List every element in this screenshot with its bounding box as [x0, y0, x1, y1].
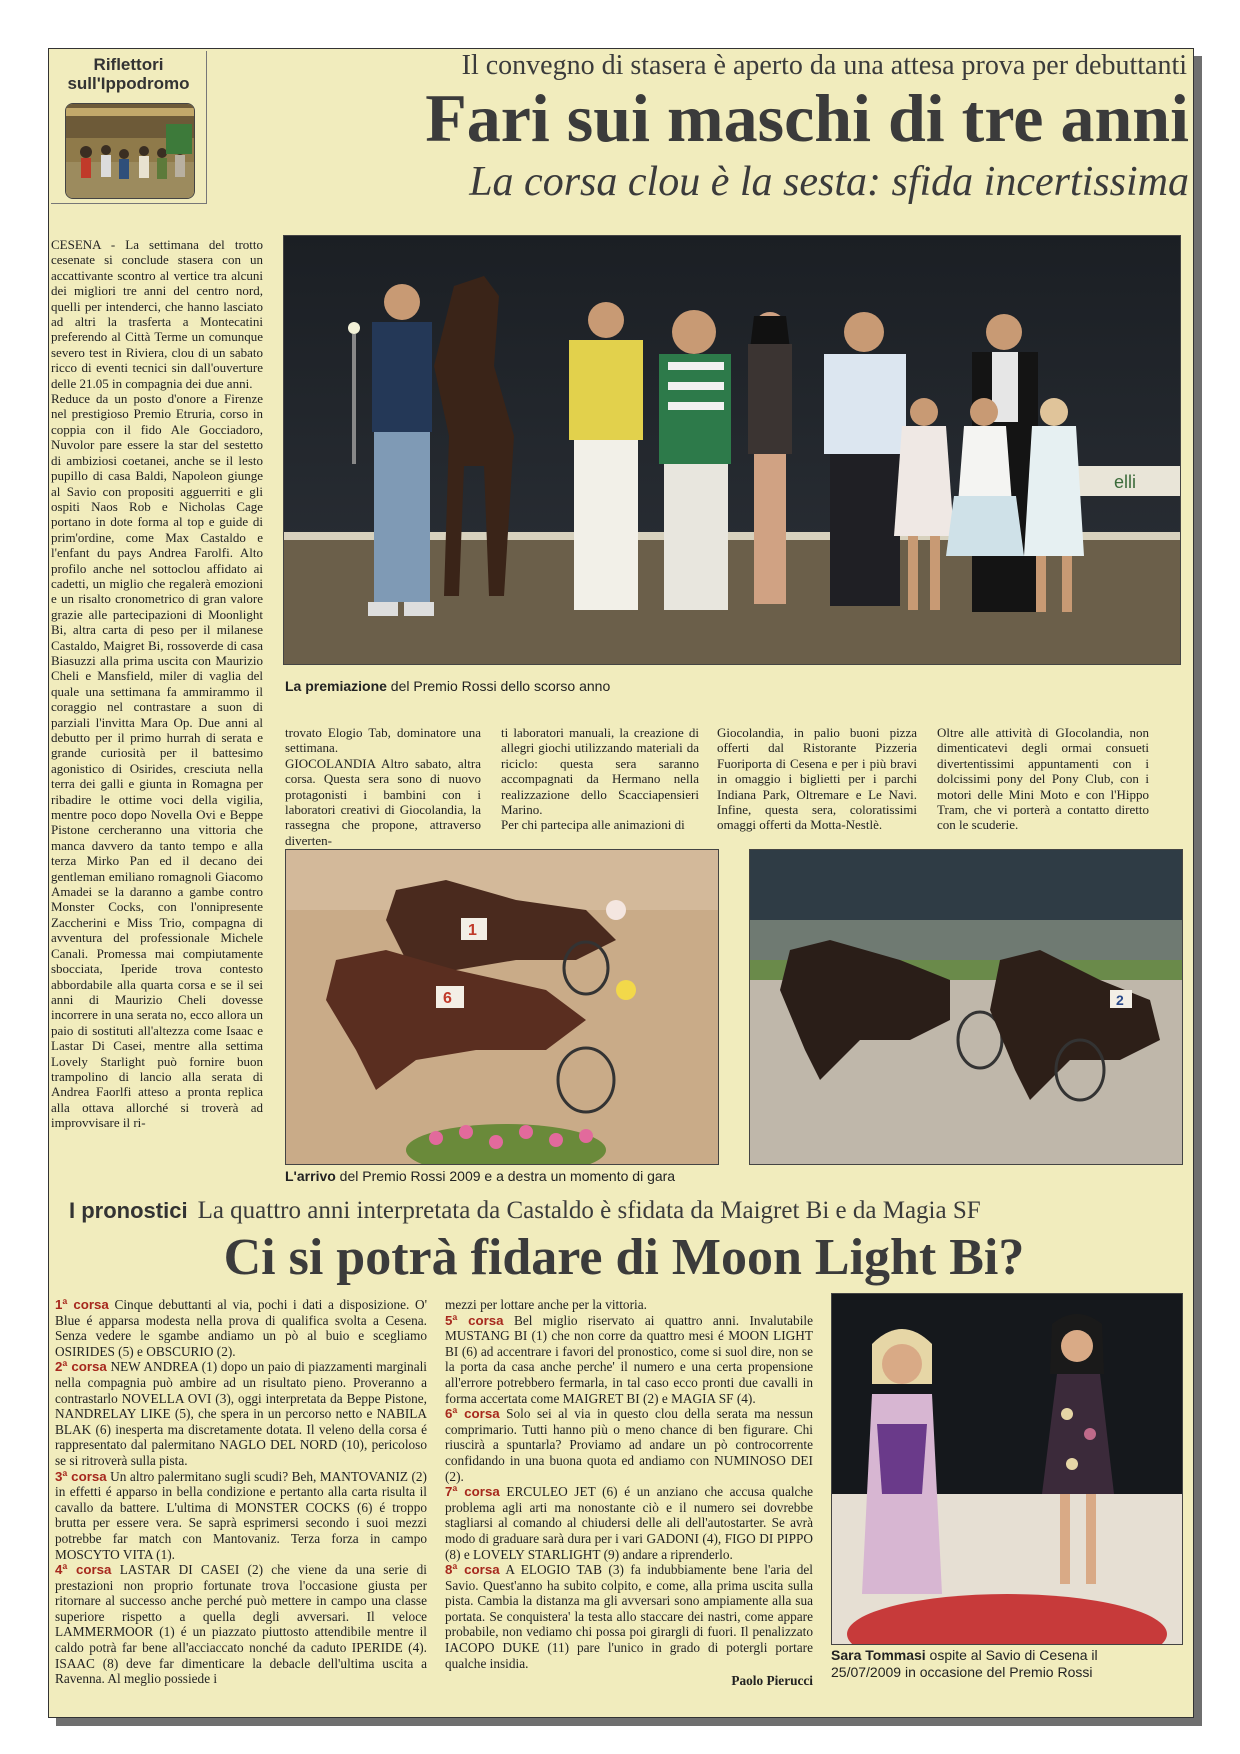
- newspaper-page: [48, 48, 1194, 1718]
- article-column-3: ti laboratori manuali, la creazione di allegri giochi utilizzando materiali da riciclo: questa sera saranno accompagnati da Hermano nella realizzazione dello Scacciapensieri Marino. Per chi partecipa alle animazioni di: [501, 725, 699, 833]
- caption-sara-line1: ospite al Savio di Cesena il: [925, 1647, 1098, 1663]
- rubric-line2: sull'Ippodromo: [67, 74, 190, 93]
- race-2-text: NEW ANDREA (1) dopo un paio di piazzamenti marginali nella compagnia può ambire ad un risultato pieno. Proveranno a contrastarlo NOVELLA OVI (3), oggi interpretata da Beppe Pistone, NANDRELAY LIKE (5), che spera in un percorso netto e NABILA BLAK (6) inesperta ma discretamente dotata. Il veleno della corsa é rappresentato dal palermitano NAGLO DEL NORD (10), pericoloso se si ritroverà sulla pista.: [55, 1359, 428, 1468]
- race-6-text: Solo sei al via in questo clou della serata ma nessun comprimario. Tutti hanno più o meno chance di ben figurare. Chi riuscirà a spuntarla? Proviamo ad andare un pò controcorrente confidando in una buona quota ed andiamo con NUMINOSO DEI (2).: [445, 1406, 813, 1484]
- saddle-cloth-2: 2: [1116, 992, 1124, 1008]
- article-left-column: [51, 237, 263, 1205]
- article-column-5: Oltre alle attività di GIocolandia, non dimenticatevi degli ormai consueti divertentissimi appuntamenti con i dolcissimi pony del Pony Club, con i motori delle Mini Moto e con l'Hippo Tram, che vi porterà a contatto diretto con le scuderie.: [937, 725, 1149, 833]
- race-7: [445, 1484, 813, 1562]
- races-left-column: [55, 1297, 427, 1687]
- arrivo-image: [286, 850, 718, 1164]
- pronostici-kicker: La quattro anni interpretata da Castaldo è sfidata da Maigret Bi e da Magia SF: [197, 1197, 981, 1224]
- caption-sara-tommasi: [831, 1647, 1098, 1681]
- singer-left: [862, 1329, 942, 1594]
- race-4-text: LASTAR DI CASEI (2) che viene da una serie di prestazioni non proprio fortunate trova l'occasione giusta per ritornare al successo anche perché può mettere in campo una classe superiore rispetto a quella degli avversari. Il veloce LAMMERMOOR (1) é un piazzato piuttosto attendibile mentre il caldo potrà far bene all'acciaccato nonché da caduto IPERIDE (4). ISAAC (8) deve far dimenticare la debacle dell'ultima uscita a Ravenna. Al meglio possiede i: [55, 1562, 427, 1687]
- saddle-cloth-6: 6: [443, 990, 452, 1007]
- race-6-label: 6ª corsa: [445, 1406, 500, 1422]
- rubric-photo: [65, 103, 195, 199]
- race-5: [445, 1313, 813, 1407]
- banner-text: elli: [1114, 472, 1137, 492]
- race-5-text: Bel miglio riservato ai quattro anni. Invalutabile MUSTANG BI (1) che non corre da quattro mesi é MOON LIGHT BI (6) ad accentrare i favori del pronostico, come si suol dire, non se la porta da casa anche perche' il numero e una certa propensione all'errore potrebbero fermarla, in tal caso ecco pronti due cavalli in forma accertata come MAIGRET BI (2) e MAGIA SF (4).: [445, 1312, 813, 1406]
- photo-sara-tommasi: [831, 1293, 1183, 1645]
- subhead: La corsa clou è la sesta: sfida incertissima: [469, 159, 1189, 205]
- race-1-label: 1ª corsa: [55, 1297, 109, 1312]
- rubric-box: [51, 51, 207, 204]
- rubric-title: [51, 55, 206, 93]
- pronostici-label: I pronostici: [69, 1198, 188, 1223]
- photo-gara: [749, 849, 1183, 1165]
- article-column-2: trovato Elogio Tab, dominatore una settimana. GIOCOLANDIA Altro sabato, altra corsa. Questa sera sono di nuovo protagonisti i bambini con i laboratori creativi di Giocolandia, la rassegna che propone, attraverso diverten-: [285, 725, 481, 848]
- gara-image: [750, 850, 1182, 1164]
- article-column-4: Giocolandia, in palio buoni pizza offerti dal Ristorante Pizzeria Fuoriporta di Cesena e per i più bravi in omaggio i biglietti per i parchi Indiana Park, Oltremare e Le Navi. Infine, questa sera, coloratissimi omaggi offerti da Motta-Nestlè.: [717, 725, 917, 833]
- kicker: Il convegno di stasera è aperto da una attesa prova per debuttanti: [461, 50, 1187, 81]
- race-7-label: 7ª corsa: [445, 1484, 500, 1500]
- race-4: [55, 1562, 427, 1687]
- article-paragraph-2: Reduce da un posto d'onore a Firenze nel prestigioso Premio Etruria, corso in coppia con il fido Ale Gocciadoro, Nuvolor pare essere la star del sestetto di ambiziosi coetanei, anche se il lesto pupillo di casa Baldi, Napoleon giunge al Savio con propositi agguerriti e gli ospiti Naos Rob e Nicholas Cage portano in dote forma al top e guide di prim'ordine, come Max Castaldo e l'enfant du pays Andrea Farolfi. Alto profilo anche nel sottoclou affidato ai cadetti, un miglio che regalerà emozioni e un risalto cronometrico di gran valore grazie alle partecipazioni di Moonlight Bi, altra carta di peso per il milanese Castaldo, Maigret Bi, rossoverde di casa Biasuzzi alla prima uscita con Maurizio Cheli e Mansfield, miler di vaglia del quale una settimana fa ammirammo il coraggio nel contrastare a suon di parziali l'invitta Mara Op. Due anni al debutto per il primo hurrah di serata e grande curiosità per il battesimo agonistico di Osirides, cresciuta nella terra dei galli e giunta in Romagna per ribadire le ottime voci della vigilia, mentre poco dopo Novella Ovi e Beppe Pistone cercheranno una vittoria che manca davvero da tanto tempo e alla terza Mirko Pan ed il decano dei gentleman emiliano romagnoli Giacomo Amadei se la daranno a gambe contro Monster Cocks, con l'onnipresente Zaccherini e Miss Trio, compagna di avventura del professionale Michele Canali. Promessa mai compiutamente sbocciata, Iperide trova contesto abbordabile alla quarta corsa e se il sei anni di Maurizio Cheli dovesse incorrere in una serata no, ecco allora un paio di sostituti all'altezza come Isaac e Lastar Di Casei, mentre alla settima Lovely Starlight può fornire buon trampolino di lancio alla serata di Andrea Faorlfi atteso a pronta replica alla ottava allorché si troverà ad improvvisare il ri-: [51, 391, 263, 1131]
- byline: Paolo Pierucci: [731, 1673, 813, 1689]
- race-8: [445, 1562, 813, 1671]
- race-1: [55, 1297, 427, 1359]
- race-3-text: Un altro palermitano sugli scudi? Beh, MANTOVANIZ (2) in effetti é apparso in bella condizione e pertanto alla carta risulta il cavallo da battere. L'ultima di MONSTER COCKS (6) é troppo brutta per essere vera. Se saprà esprimersi secondo i suoi mezzi potrebbe far match con Mantovaniz. Terza forza in campo MOSCYTO VITA (1).: [55, 1468, 427, 1562]
- race-5-label: 5ª corsa: [445, 1312, 504, 1328]
- caption-premiazione-text: del Premio Rossi dello scorso anno: [386, 678, 611, 694]
- caption-sara-bold: Sara Tommasi: [831, 1647, 926, 1663]
- article-paragraph-1: CESENA - La settimana del trotto cesenate si conclude stasera con un accattivante scontro al vertice tra alcuni dei migliori tre anni del centro nord, quelli per intenderci, che hanno lasciato ad altri la trasferta a Montecatini preferendo al Città Terme un comunque severo test in Riviera, clou di un sabato ricco di eventi tecnici sin dall'ouverture delle 21.05 in compagnia dei due anni.: [51, 237, 263, 391]
- photo-arrivo: [285, 849, 719, 1165]
- premiazione-image: [284, 236, 1180, 664]
- race-6: [445, 1406, 813, 1484]
- race-2-label: 2ª corsa: [55, 1359, 107, 1375]
- caption-arrivo-text: del Premio Rossi 2009 e a destra un momento di gara: [335, 1168, 676, 1184]
- pronostici-headline: Ci si potrà fidare di Moon Light Bi?: [223, 1229, 1025, 1286]
- caption-arrivo-bold: L'arrivo: [285, 1168, 336, 1184]
- race-1-text: Cinque debuttanti al via, pochi i dati a disposizione. O' Blue é apparsa modesta nella prova di qualifica svolta a Cesena. Senza vedere le sgambe andiamo un pò al buio e scegliamo OSIRIDES (5) e OBSCURIO (2).: [55, 1297, 427, 1359]
- saddle-cloth-1: 1: [468, 922, 477, 939]
- race-3: [55, 1469, 427, 1563]
- race-3-label: 3ª corsa: [55, 1468, 107, 1484]
- caption-premiazione: [285, 678, 610, 694]
- race-4-label: 4ª corsa: [55, 1562, 112, 1578]
- race-4-continued: mezzi per lottare anche per la vittoria.: [445, 1297, 647, 1312]
- pronostici-kicker-line: [69, 1197, 1179, 1225]
- race-7-text: ERCULEO JET (6) é un anziano che accusa qualche problema agli arti ma nonostante ciò e il numero sei dovrebbe stagliarsi al comando al chiudersi delle ali dell'autostarter. Se avrà modo di graduare sarà dura per i vari GADONI (4), FIGO DI PIPPO (8) e LOVELY STARLIGHT (9) andare a riprenderlo.: [445, 1484, 813, 1562]
- rubric-crowd-image: [66, 104, 194, 198]
- races-right-column: [445, 1297, 813, 1689]
- caption-premiazione-bold: La premiazione: [285, 678, 387, 694]
- caption-sara-line2: 25/07/2009 in occasione del Premio Rossi: [831, 1664, 1093, 1680]
- caption-arrivo: [285, 1168, 675, 1184]
- photo-premiazione: [283, 235, 1181, 665]
- headline: Fari sui maschi di tre anni: [425, 80, 1189, 156]
- race-2: [55, 1359, 427, 1468]
- sara-tommasi-image: [832, 1294, 1182, 1644]
- race-8-label: 8ª corsa: [445, 1562, 500, 1578]
- race-8-text: A ELOGIO TAB (3) fa indubbiamente bene l'aria del Savio. Quest'anno ha subito colpito, e come, alla prima uscita sulla pista. Cambia la distanza ma gli avversari sono ampiamente alla sua portata. Se conquistera' la testa allo staccare dei nastri, come appare probabile, non vediamo chi possa poi girargli di fuori. Il penalizzato IACOPO DUKE (11) pare l'unico in grado di potergli portare qualche insidia.: [445, 1562, 814, 1671]
- rubric-line1: Riflettori: [93, 55, 164, 74]
